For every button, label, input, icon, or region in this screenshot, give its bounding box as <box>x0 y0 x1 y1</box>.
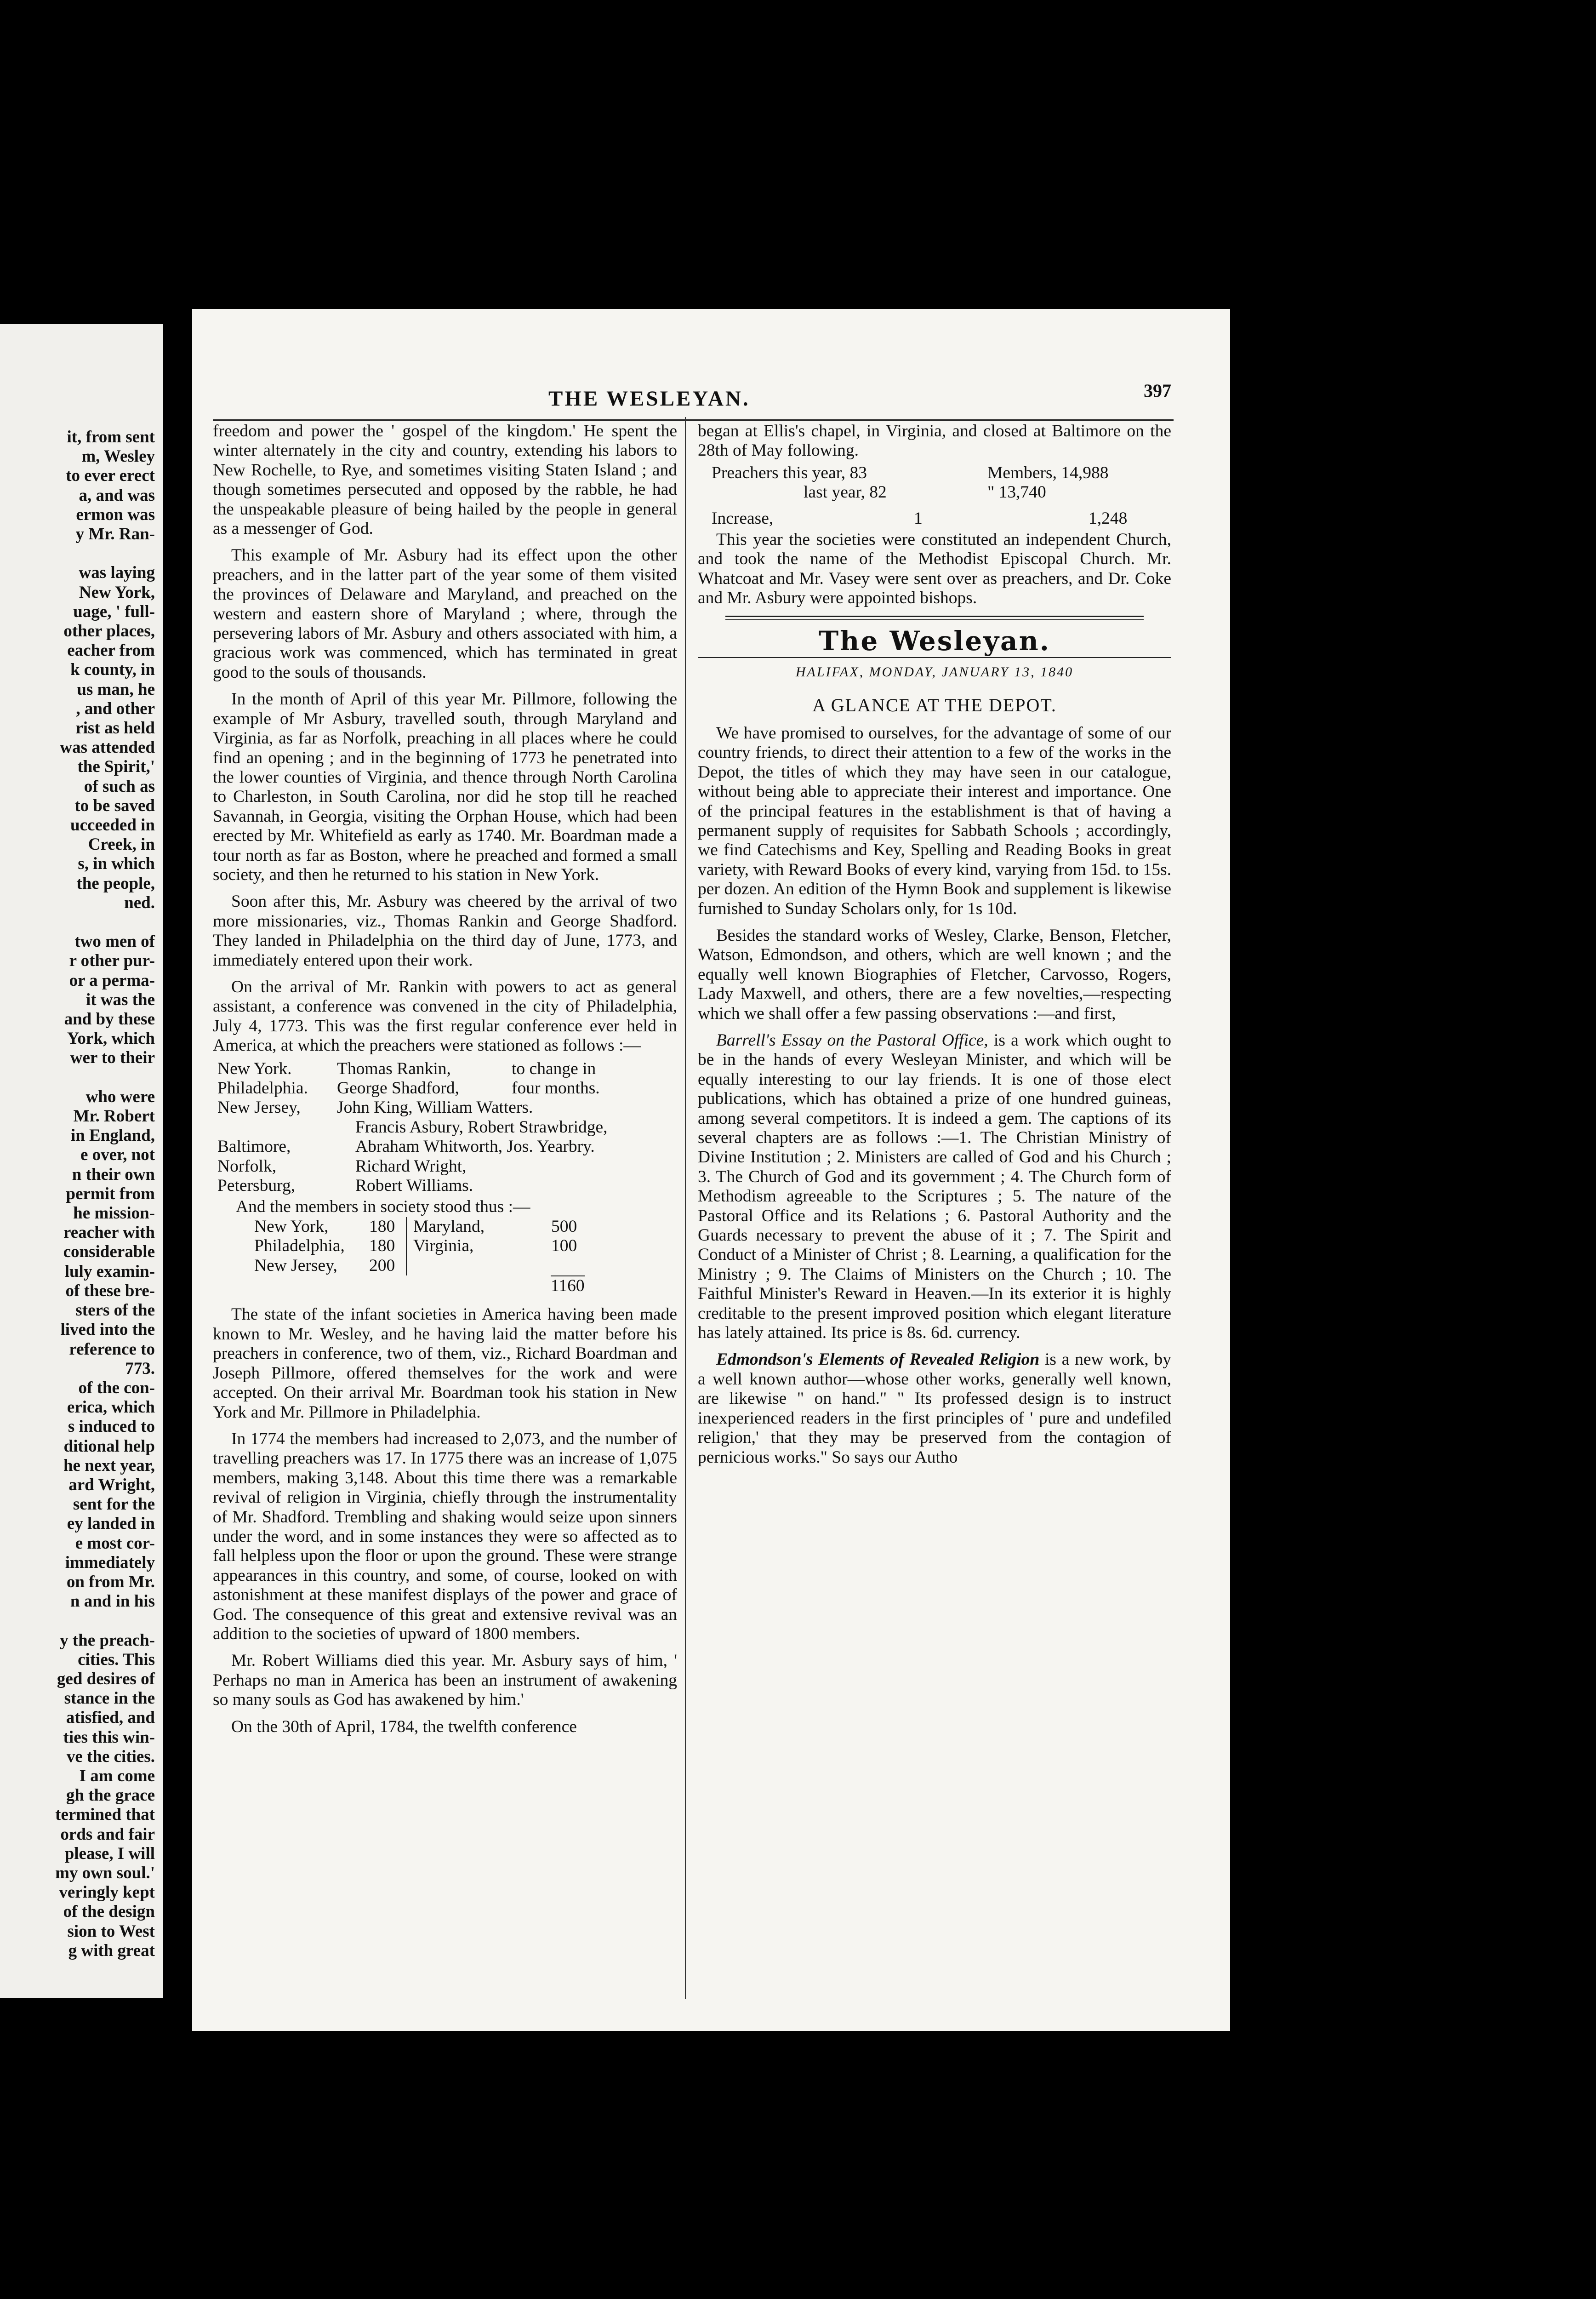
stats-increase-members: 1,248 <box>1089 509 1128 528</box>
article-title: A GLANCE AT THE DEPOT. <box>812 695 1057 716</box>
station-preachers: George Shadford, <box>337 1079 459 1098</box>
station-place: Baltimore, <box>217 1137 291 1156</box>
left-fragment-line: or a perma- <box>69 971 155 990</box>
station-note: four months. <box>512 1079 600 1098</box>
left-fragment-line: termined that <box>55 1805 155 1824</box>
left-fragment-line: it, from sent <box>67 428 155 446</box>
station-preachers: Richard Wright, <box>355 1156 467 1176</box>
left-fragment-line: on from Mr. <box>66 1572 155 1591</box>
left-fragment-line: luly examin- <box>64 1262 155 1281</box>
left-fragment-line: permit from <box>66 1184 155 1203</box>
left-fragment-line: two men of <box>74 932 155 951</box>
column-right <box>698 422 1171 1475</box>
left-fragment-line: s, in which <box>78 854 155 874</box>
station-row <box>217 1098 677 1117</box>
left-fragment-line: ties this win- <box>63 1727 155 1747</box>
left-fragment-line: of such as <box>84 777 155 796</box>
station-preachers: Robert Williams. <box>355 1176 473 1195</box>
members-count: 500 <box>551 1217 577 1236</box>
left-fragment-line: ve the cities. <box>66 1747 155 1766</box>
left-fragment-line: gh the grace <box>66 1786 155 1805</box>
members-total-row <box>254 1275 677 1296</box>
members-count: 100 <box>551 1236 577 1256</box>
left-fragment-line: he next year, <box>63 1456 155 1475</box>
left-fragment-line: lived into the <box>60 1320 155 1339</box>
members-intro: And the members in society stood thus :— <box>236 1197 530 1217</box>
paragraph: In 1774 the members had increased to 2,073, and the number of travelling preachers was 17. In 1775 there was an increase of 1,075 members, making 3,148. About this time there was a remarkable revival of religion in Virginia, chiefly through the instrumentality of Mr. Shadford. Trembling and shaking would seize upon sinners under the word, and in some instances they were so affected as to fall helpless upon the floor or upon the ground. These were strange appearances in this country, and some, of course, looked on with astonishment at these manifest displays of the power and grace of God. The consequence of this great and extensive revival was an addition to the societies of upward of 1800 members. <box>213 1429 677 1643</box>
left-fragment-line: sters of the <box>75 1301 155 1320</box>
station-place <box>217 1118 355 1137</box>
station-row <box>217 1118 677 1137</box>
left-fragment-line: please, I will <box>64 1844 155 1863</box>
left-fragment-line: n and in his <box>70 1592 155 1611</box>
left-fragment-line: k county, in <box>70 660 155 680</box>
stats-increase-row <box>712 509 1171 528</box>
station-note: to change in <box>512 1059 596 1078</box>
left-fragment-line: reacher with <box>63 1223 155 1242</box>
left-fragment-line: , and other <box>76 699 155 718</box>
members-place: New York, <box>254 1217 329 1236</box>
left-fragment-line: rist as held <box>75 719 155 738</box>
station-place: Petersburg, <box>217 1176 296 1195</box>
book-title: Barrell's Essay on the Pastoral Office, <box>716 1030 988 1050</box>
section-rule <box>725 616 1144 620</box>
left-fragment-line: reference to <box>69 1339 155 1359</box>
left-fragment-line: m, Wesley <box>81 447 155 466</box>
left-fragment-line: of these bre- <box>65 1281 155 1300</box>
left-fragment-line: s induced to <box>68 1417 155 1436</box>
station-preachers: Abraham Whitworth, Jos. Yearbry. <box>355 1137 595 1156</box>
left-fragment-line: ermon was <box>76 505 155 524</box>
paragraph: Mr. Robert Williams died this year. Mr. Asbury says of him, ' Perhaps no man in America has been an instrument of awakening so many souls as God has awakened by him.' <box>213 1651 677 1710</box>
book-review: is a new work, by a well known author—whose other works, generally well known, are likewise " on hand." " Its professed design is to instruct inexperienced readers in the first principles of ' pure and undefiled religion,' that they may be preserved from the contagion of pernicious works." So says our Autho <box>698 1350 1172 1467</box>
left-fragment-line: 773. <box>125 1359 155 1378</box>
paragraph: Besides the standard works of Wesley, Clarke, Benson, Fletcher, Watson, Edmondson, and others, which are well known ; and the equally well known Biographies of Fletcher, Carvosso, Rogers, Lady Maxwell, and others, there are a few novelties,—respecting which we shall offer a few passing observations :—and first, <box>698 926 1171 1023</box>
left-fragment-line: Mr. Robert <box>73 1107 155 1126</box>
paragraph: In the month of April of this year Mr. Pillmore, following the example of Mr Asbury, travelled south, through Maryland and Virginia, as far as Norfolk, preaching in all places where he could find an opening ; and in the beginning of 1773 he penetrated into the lower counties of Virginia, and thence through North Carolina to Charleston, in South Carolina, nor did he stop till he reached Savannah, in Georgia, visiting the Orphan House, which had been erected by Mr. Whitefield as early as 1740. Mr. Boardman made a tour north as far as Boston, where he preached and formed a small society, and then he returned to his station in New York. <box>213 690 677 884</box>
left-fragment-line: veringly kept <box>59 1883 155 1902</box>
members-count: 180 <box>369 1217 407 1236</box>
left-fragment-line: ucceeded in <box>70 816 155 835</box>
left-fragment-line: to be saved <box>74 796 155 815</box>
members-count: 180 <box>369 1236 407 1256</box>
station-place: New York. <box>217 1059 292 1078</box>
left-fragment-line: in England, <box>70 1126 155 1145</box>
left-fragment-line: ned. <box>124 893 155 912</box>
paragraph: On the arrival of Mr. Rankin with powers to act as general assistant, a conference was convened in the city of Philadelphia, July 4, 1773. This was the first regular conference ever held in America, at which the preachers were stationed as follows :— <box>213 977 677 1055</box>
left-fragment-line: y the preach- <box>60 1630 155 1650</box>
left-fragment-line: and by these <box>64 1010 155 1029</box>
left-fragment-line: erica, which <box>67 1398 155 1417</box>
paragraph: freedom and power the ' gospel of the kingdom.' He spent the winter alternately in the city and country, extending his labors to New Rochelle, to Rye, and sometimes visiting Staten Island ; and though sometimes persecuted and opposed by the rabble, he had the unspeakable pleasure of being hailed by the people in general as a messenger of God. <box>213 422 677 538</box>
left-fragment-line: to ever erect <box>66 466 155 486</box>
stats-members: Members, 14,988 <box>987 463 1109 482</box>
station-row <box>217 1059 677 1079</box>
paragraph: The state of the infant societies in America having been made known to Mr. Wesley, and he having laid the matter before his preachers in conference, two of them, viz., Richard Boardman and Joseph Pillmore, offered themselves for the work and were accepted. On their arrival Mr. Boardman took his station in New York and Mr. Pillmore in Philadelphia. <box>213 1305 677 1422</box>
left-fragment-line: g with great <box>68 1941 155 1960</box>
left-fragment-line: cities. This <box>78 1650 155 1669</box>
left-fragment-line: n their own <box>72 1165 155 1184</box>
station-preachers: Thomas Rankin, <box>337 1059 451 1078</box>
stats-label: Increase, <box>712 509 774 528</box>
left-fragment-line <box>0 544 155 563</box>
left-fragment-line: of the design <box>63 1902 155 1922</box>
left-fragment-line: was laying <box>79 563 155 583</box>
members-place: Maryland, <box>413 1217 485 1236</box>
members-place: Philadelphia, <box>254 1236 345 1256</box>
left-page-text <box>0 428 155 1961</box>
left-fragment-line: I am come <box>79 1766 155 1785</box>
stats-members: " 13,740 <box>987 483 1046 502</box>
stats-label: Preachers this year, 83 <box>712 463 867 482</box>
header-rule <box>213 419 1174 421</box>
left-fragment-line: immediately <box>65 1553 155 1572</box>
members-row <box>254 1217 677 1236</box>
left-fragment-line: York, which <box>67 1029 155 1048</box>
station-row <box>217 1079 677 1098</box>
left-fragment-line: considerable <box>63 1242 155 1262</box>
stats-increase-preachers: 1 <box>914 509 923 528</box>
dateline: HALIFAX, MONDAY, JANUARY 13, 1840 <box>795 664 1074 680</box>
paragraph: Soon after this, Mr. Asbury was cheered by the arrival of two more missionaries, viz., Thomas Rankin and George Shadford. They landed in Philadelphia on the third day of June, 1773, and immediately entered upon their work. <box>213 892 677 970</box>
stats-row <box>712 463 1171 483</box>
left-fragment-line <box>0 913 155 932</box>
left-fragment-line: uage, ' full- <box>73 602 155 621</box>
left-page-fragment <box>0 324 163 1998</box>
members-table <box>254 1217 677 1296</box>
running-title: THE WESLEYAN. <box>548 387 750 411</box>
members-total: 1160 <box>551 1276 585 1296</box>
left-fragment-line: he mission- <box>73 1204 155 1223</box>
left-fragment-line: atisfied, and <box>66 1708 155 1727</box>
left-fragment-line <box>0 1068 155 1087</box>
stats-row <box>712 483 1171 502</box>
left-fragment-line: e most cor- <box>75 1533 155 1553</box>
left-fragment-line: eacher from <box>67 641 155 660</box>
masthead: The Wesleyan. <box>819 625 1050 657</box>
left-fragment-line: ey landed in <box>67 1514 155 1533</box>
left-fragment-line: Creek, in <box>88 835 155 854</box>
left-fragment-line: a, and was <box>79 486 155 505</box>
members-row <box>254 1236 677 1256</box>
members-row <box>254 1256 677 1275</box>
station-place: Norfolk, <box>217 1156 277 1176</box>
station-place: New Jersey, <box>217 1098 301 1117</box>
stats-label: last year, 82 <box>804 483 887 502</box>
left-fragment-line: the Spirit,' <box>77 757 155 777</box>
left-fragment-line: ords and fair <box>60 1824 155 1844</box>
members-count: 200 <box>369 1256 407 1275</box>
left-fragment-line: sion to West <box>67 1922 155 1941</box>
left-fragment-line: r other pur- <box>69 951 155 971</box>
stats-table <box>712 463 1171 528</box>
left-fragment-line: wer to their <box>70 1048 155 1068</box>
left-fragment-line: us man, he <box>77 680 155 699</box>
station-row <box>217 1137 677 1156</box>
left-fragment-line: ard Wright, <box>68 1475 155 1494</box>
left-fragment-line: New York, <box>79 583 155 602</box>
page-number: 397 <box>1144 380 1171 401</box>
column-left <box>213 422 677 1744</box>
left-fragment-line: ged desires of <box>57 1669 155 1688</box>
paragraph <box>698 1031 1171 1343</box>
newspaper-page <box>192 309 1230 2031</box>
book-title: Edmondson's Elements of Revealed Religion <box>716 1350 1040 1369</box>
paragraph: This example of Mr. Asbury had its effect upon the other preachers, and in the latter part of the year some of them visited the provinces of Delaware and Maryland, and preached on the western and eastern shore of Maryland ; where, through the persevering labors of Mr. Asbury and others associated with him, a gracious work was commenced, which has terminated in great good to the souls of thousands. <box>213 546 677 682</box>
stations-table <box>217 1059 677 1196</box>
paragraph: We have promised to ourselves, for the advantage of some of our country friends, to direct their attention to a few of the works in the Depot, the titles of which they may have seen in our catalogue, without being able to appreciate their interest and importance. One of the principal features in the establishment is that of having a permanent supply of requisites for Sabbath Schools ; accordingly, we find Catechisms and Key, Spelling and Reading Books in great variety, with Reward Books of every kind, varying from 15d. to 15s. per dozen. An edition of the Hymn Book and supplement is likewise furnished to Sunday Scholars only, for 1s 10d. <box>698 723 1171 918</box>
left-fragment-line: sent for the <box>73 1495 155 1514</box>
left-fragment-line: e over, not <box>80 1145 155 1165</box>
left-fragment-line: who were <box>86 1087 155 1106</box>
station-preachers: Francis Asbury, Robert Strawbridge, <box>355 1117 608 1137</box>
paragraph: On the 30th of April, 1784, the twelfth conference <box>231 1717 577 1736</box>
station-place: Philadelphia. <box>217 1079 308 1098</box>
station-row <box>217 1157 677 1176</box>
left-fragment-line <box>0 1611 155 1630</box>
left-fragment-line: other places, <box>63 622 155 641</box>
masthead-rule <box>698 657 1171 658</box>
left-fragment-line: ditional help <box>63 1436 155 1456</box>
paragraph <box>698 1350 1171 1467</box>
left-fragment-line: stance in the <box>64 1689 155 1708</box>
left-fragment-line: y Mr. Ran- <box>75 525 155 544</box>
station-preachers: John King, William Watters. <box>337 1098 533 1117</box>
paragraph: began at Ellis's chapel, in Virginia, and closed at Baltimore on the 28th of May following. <box>698 422 1171 460</box>
left-fragment-line: my own soul.' <box>55 1863 155 1882</box>
station-row <box>217 1176 677 1195</box>
paragraph: This year the societies were constituted an independent Church, and took the name of the Methodist Episcopal Church. Mr. Whatcoat and Mr. Vasey were sent over as preachers, and Dr. Coke and Mr. Asbury were appointed bishops. <box>698 530 1171 608</box>
column-rule <box>685 417 686 1999</box>
members-place: New Jersey, <box>254 1256 337 1275</box>
left-fragment-line: was attended <box>60 738 155 757</box>
left-fragment-line: it was the <box>86 990 155 1009</box>
page-header <box>192 380 1230 414</box>
members-place: Virginia, <box>413 1236 474 1256</box>
left-fragment-line: the people, <box>76 874 155 893</box>
book-review: is a work which ought to be in the hands of every Wesleyan Minister, and which will be equally interesting to our lay friends. It is one of those elect publications, which has obtained a prize of one hundred guineas, among several competitors. It is indeed a gem. The captions of its several chapters are as follows :—1. The Christian Ministry of Divine Institution ; 2. Ministers are called of God and his Church ; 3. The Church of God and its government ; 4. The Church form of Methodism agreeable to the Scriptures ; 5. The nature of the Pastoral Office and its Relations ; 6. Pastoral Authority and the Guards necessary to prevent the abuse of it ; 7. The Spirit and Conduct of a Minister of Christ ; 8. Learning, a qualification for the Ministry ; 9. The Claims of Ministers on the Church ; 10. The Faithful Minister's Reward in Heaven.—In its exterior it is highly creditable to the present improved position which elegant literature has lately attained. Its price is 8s. 6d. currency. <box>698 1030 1171 1343</box>
left-fragment-line: of the con- <box>78 1378 155 1397</box>
